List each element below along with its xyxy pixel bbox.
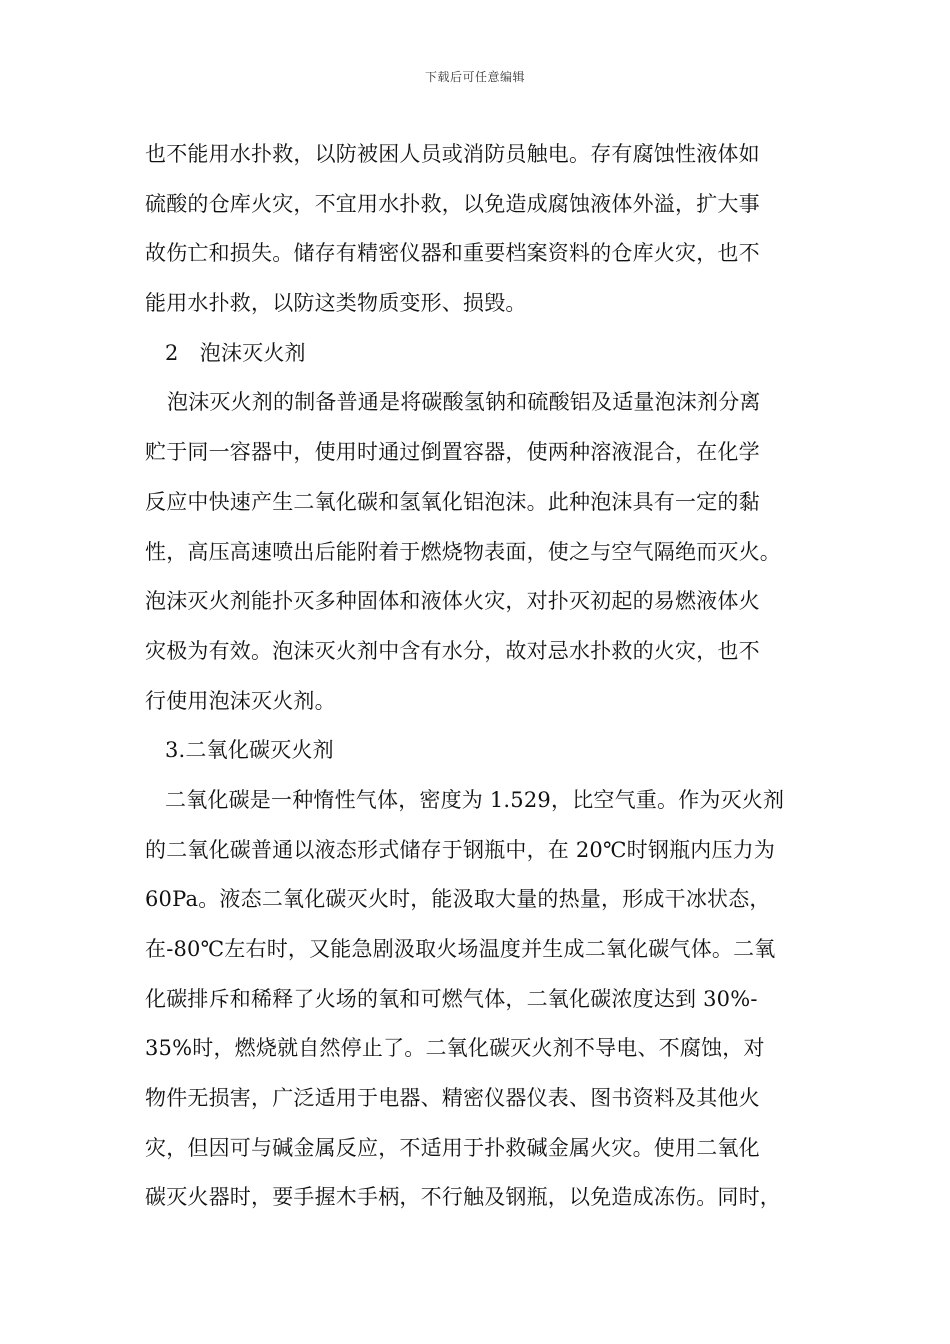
text-line: 二氧化碳是一种惰性气体，密度为 1.529，比空气重。作为灭火剂 xyxy=(165,787,785,812)
text-line: 故伤亡和损失。储存有精密仪器和重要档案资料的仓库火灾，也不 xyxy=(145,241,760,266)
text-line: 灾，但因可与碱金属反应，不适用于扑救碱金属火灾。使用二氧化 xyxy=(145,1135,760,1160)
text-line: 泡沫灭火剂能扑灭多种固体和液体火灾，对扑灭初起的易燃液体火 xyxy=(145,589,760,614)
text-line: 性，高压高速喷出后能附着于燃烧物表面，使之与空气隔绝而灭火。 xyxy=(145,539,781,564)
section-heading: 2 泡沫灭火剂 xyxy=(165,340,306,365)
text-line: 硫酸的仓库火灾，不宜用水扑救，以免造成腐蚀液体外溢，扩大事 xyxy=(145,191,760,216)
text-line: 行使用泡沫灭火剂。 xyxy=(145,688,336,713)
page-header: 下载后可任意编辑 xyxy=(424,70,525,84)
text-line: 的二氧化碳普通以液态形式储存于钢瓶中，在 20℃时钢瓶内压力为 xyxy=(145,837,776,862)
text-line: 60Pa。液态二氧化碳灭火时，能汲取大量的热量，形成干冰状态， xyxy=(145,887,771,912)
text-line: 化碳排斥和稀释了火场的氧和可燃气体，二氧化碳浓度达到 30%- xyxy=(145,986,758,1011)
text-line: 也不能用水扑救，以防被困人员或消防员触电。存有腐蚀性液体如 xyxy=(145,142,760,166)
text-line: 贮于同一容器中，使用时通过倒置容器，使两种溶液混合，在化学 xyxy=(145,440,760,465)
text-line: 35%时，燃烧就自然停止了。二氧化碳灭火剂不导电、不腐蚀，对 xyxy=(145,1036,765,1061)
text-line: 在-80℃左右时，又能急剧汲取火场温度并生成二氧化碳气体。二氧 xyxy=(145,937,776,961)
section-heading: 3.二氧化碳灭火剂 xyxy=(165,738,334,763)
text-line: 泡沫灭火剂的制备普通是将碳酸氢钠和硫酸铝及适量泡沫剂分离 xyxy=(167,390,761,415)
text-line: 物件无损害，广泛适用于电器、精密仪器仪表、图书资料及其他火 xyxy=(145,1086,760,1111)
text-line: 能用水扑救，以防这类物质变形、损毁。 xyxy=(145,291,527,316)
text-line: 碳灭火器时，要手握木手柄，不行触及钢瓶，以免造成冻伤。同时， xyxy=(145,1185,781,1210)
text-line: 反应中快速产生二氧化碳和氢氧化铝泡沫。此种泡沫具有一定的黏 xyxy=(145,489,760,514)
document-body xyxy=(145,130,825,1223)
text-line: 灾极为有效。泡沫灭火剂中含有水分，故对忌水扑救的火灾，也不 xyxy=(145,638,760,663)
